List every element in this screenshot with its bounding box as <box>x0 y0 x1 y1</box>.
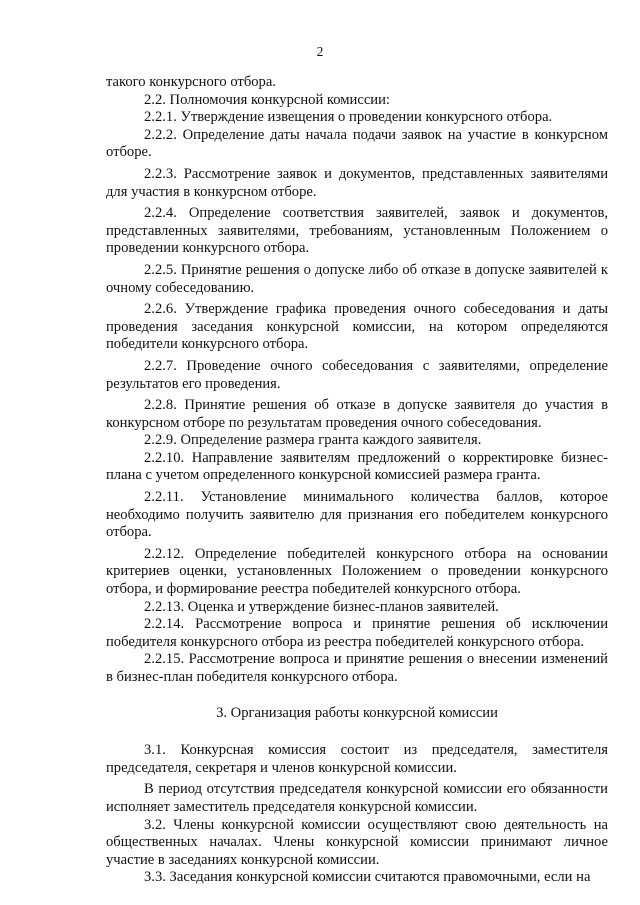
paragraph: 2.2.14. Рассмотрение вопроса и принятие решения об исключении победителя конкурсного отбора из реестра победителей конкурсного отбора. <box>106 616 608 650</box>
paragraph: 2.2.13. Оценка и утверждение бизнес-планов заявителей. <box>144 598 499 615</box>
paragraph: 2.2. Полномочия конкурсной комиссии: <box>144 91 390 108</box>
paragraph: 2.2.11. Установление минимального количества баллов, которое необходимо получить заявителю для признания его победителем конкурсного отбора. <box>106 489 608 541</box>
paragraph: 2.2.3. Рассмотрение заявок и документов, представленных заявителями для участия в конкурсном отборе. <box>106 165 608 200</box>
paragraph: 3.1. Конкурсная комиссия состоит из председателя, заместителя председателя, секретаря и членов конкурсной комиссии. <box>106 742 608 776</box>
document-body <box>106 74 608 887</box>
paragraph: 3.3. Заседания конкурсной комиссии считаются правомочными, если на <box>144 869 591 886</box>
paragraph: 2.2.10. Направление заявителям предложений о корректировке бизнес-плана с учетом определенного конкурсной комиссией размера гранта. <box>106 449 608 484</box>
paragraph: 2.2.1. Утверждение извещения о проведении конкурсного отбора. <box>144 109 553 126</box>
paragraph: 2.2.7. Проведение очного собеседования с заявителями, определение результатов его проведения. <box>106 357 608 392</box>
section-heading: 3. Организация работы конкурсной комиссии <box>216 704 498 721</box>
paragraph: 2.2.15. Рассмотрение вопроса и принятие решения о внесении изменений в бизнес-план победителя конкурсного отбора. <box>106 651 608 685</box>
paragraph: такого конкурсного отбора. <box>106 74 276 90</box>
paragraph: 2.2.6. Утверждение графика проведения очного собеседования и даты проведения заседания конкурсной комиссии, на котором определяются победители конкурсного отбора. <box>106 301 608 353</box>
paragraph: 2.2.4. Определение соответствия заявителей, заявок и документов, представленных заявителями, требованиям, установленным Положением о проведении конкурсного отбора. <box>106 205 608 257</box>
paragraph: 3.2. Члены конкурсной комиссии осуществляют свою деятельность на общественных началах. Члены конкурсной комиссии принимают личное участие в заседаниях конкурсной комиссии. <box>106 816 608 868</box>
paragraph: 2.2.9. Определение размера гранта каждого заявителя. <box>144 432 482 449</box>
paragraph: 2.2.12. Определение победителей конкурсного отбора на основании критериев оценки, установленных Положением о проведении конкурсного отбора, и формирование реестра победителей конкурсного отбора. <box>106 545 608 598</box>
paragraph: В период отсутствия председателя конкурсной комиссии его обязанности исполняет заместитель председателя конкурсной комиссии. <box>106 781 608 815</box>
paragraph: 2.2.5. Принятие решения о допуске либо об отказе в допуске заявителей к очному собеседованию. <box>106 261 608 296</box>
paragraph: 2.2.8. Принятие решения об отказе в допуске заявителя до участия в конкурсном отборе по результатам проведения очного собеседования. <box>106 397 608 431</box>
paragraph: 2.2.2. Определение даты начала подачи заявок на участие в конкурсном отборе. <box>106 126 608 161</box>
page-number: 2 <box>316 44 324 59</box>
